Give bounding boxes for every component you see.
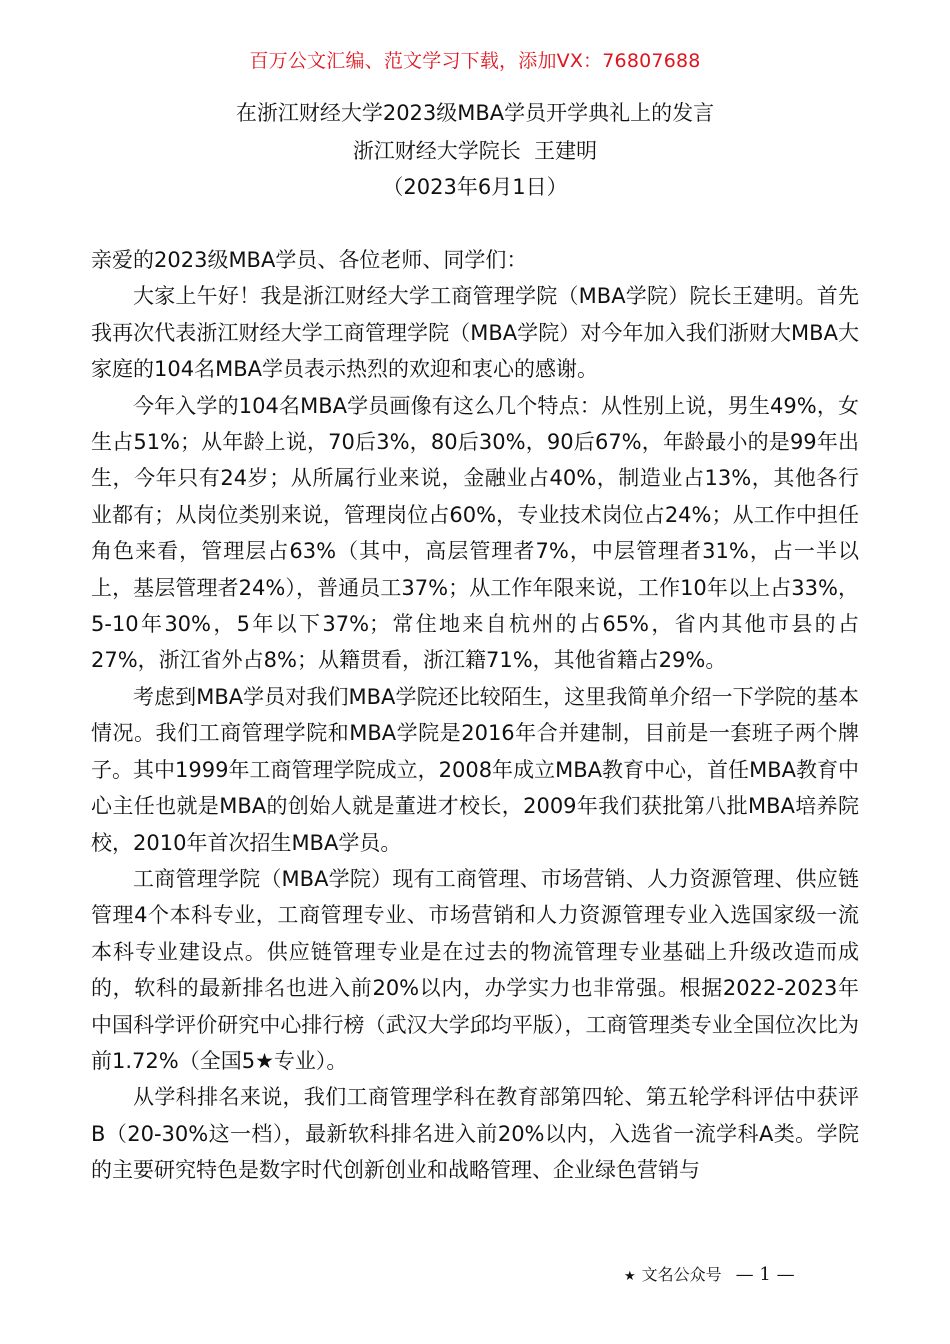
page-number: — 1 — xyxy=(735,1264,795,1285)
paragraph-discipline-ranking: 从学科排名来说，我们工商管理学科在教育部第四轮、第五轮学科评估中获评B（20-30%这一档），最新软科排名进入前20%以内，入选省一流学科A类。学院的主要研究特色是数字时代创新创业和战略管理、企业绿色营销与 xyxy=(91,1085,859,1183)
paragraph-student-profile: 今年入学的104名MBA学员画像有这么几个特点：从性别上说，男生49%，女生占51%；从年龄上说，70后3%，80后30%，90后67%，年龄最小的是99年出生，今年只有24岁；从所属行业来说，金融业占40%，制造业占13%，其他各行业都有；从岗位类别来说，管理岗位占60%，专业技术岗位占24%；从工作中担任角色来看，管理层占63%（其中，高层管理者7%，中层管理者31%，占一半以上，基层管理者24%），普通员工37%；从工作年限来说，工作10年以上占33%，5-10年30%，5年以下37%；常住地来自杭州的占65%，省内其他市县的占27%，浙江省外占8%；从籍贯看，浙江籍71%，其他省籍占29%。 xyxy=(91,393,859,673)
watermark-banner: 百万公文汇编、范文学习下载，添加VX：76807688 xyxy=(249,50,701,72)
star-icon: ★ xyxy=(624,1269,636,1284)
salutation: 亲爱的2023级MBA学员、各位老师、同学们： xyxy=(91,248,528,272)
document-title: 在浙江财经大学2023级MBA学员开学典礼上的发言 xyxy=(235,101,715,125)
speech-date: （2023年6月1日） xyxy=(382,175,568,199)
footer-label: 文名公众号 xyxy=(641,1265,722,1284)
speaker-line: 浙江财经大学院长 王建明 xyxy=(352,139,598,163)
paragraph-welcome: 大家上午好！我是浙江财经大学工商管理学院（MBA学院）院长王建明。首先我再次代表浙江财经大学工商管理学院（MBA学院）对今年加入我们浙财大MBA大家庭的104名MBA学员表示热烈的欢迎和衷心的感谢。 xyxy=(91,284,859,382)
page-footer xyxy=(624,1262,795,1285)
paragraph-school-history: 考虑到MBA学员对我们MBA学院还比较陌生，这里我简单介绍一下学院的基本情况。我们工商管理学院和MBA学院是2016年合并建制，目前是一套班子两个牌子。其中1999年工商管理学院成立，2008年成立MBA教育中心，首任MBA教育中心主任也就是MBA的创始人就是董进才校长，2009年我们获批第八批MBA培养院校，2010年首次招生MBA学员。 xyxy=(91,684,859,855)
speech-body xyxy=(91,242,859,1189)
paragraph-majors: 工商管理学院（MBA学院）现有工商管理、市场营销、人力资源管理、供应链管理4个本科专业，工商管理专业、市场营销和人力资源管理专业入选国家级一流本科专业建设点。供应链管理专业是在过去的物流管理专业基础上升级改造而成的，软科的最新排名也进入前20%以内，办学实力也非常强。根据2022-2023年中国科学评价研究中心排行榜（武汉大学邱均平版），工商管理类专业全国位次比为前1.72%（全国5★专业）。 xyxy=(91,866,859,1073)
